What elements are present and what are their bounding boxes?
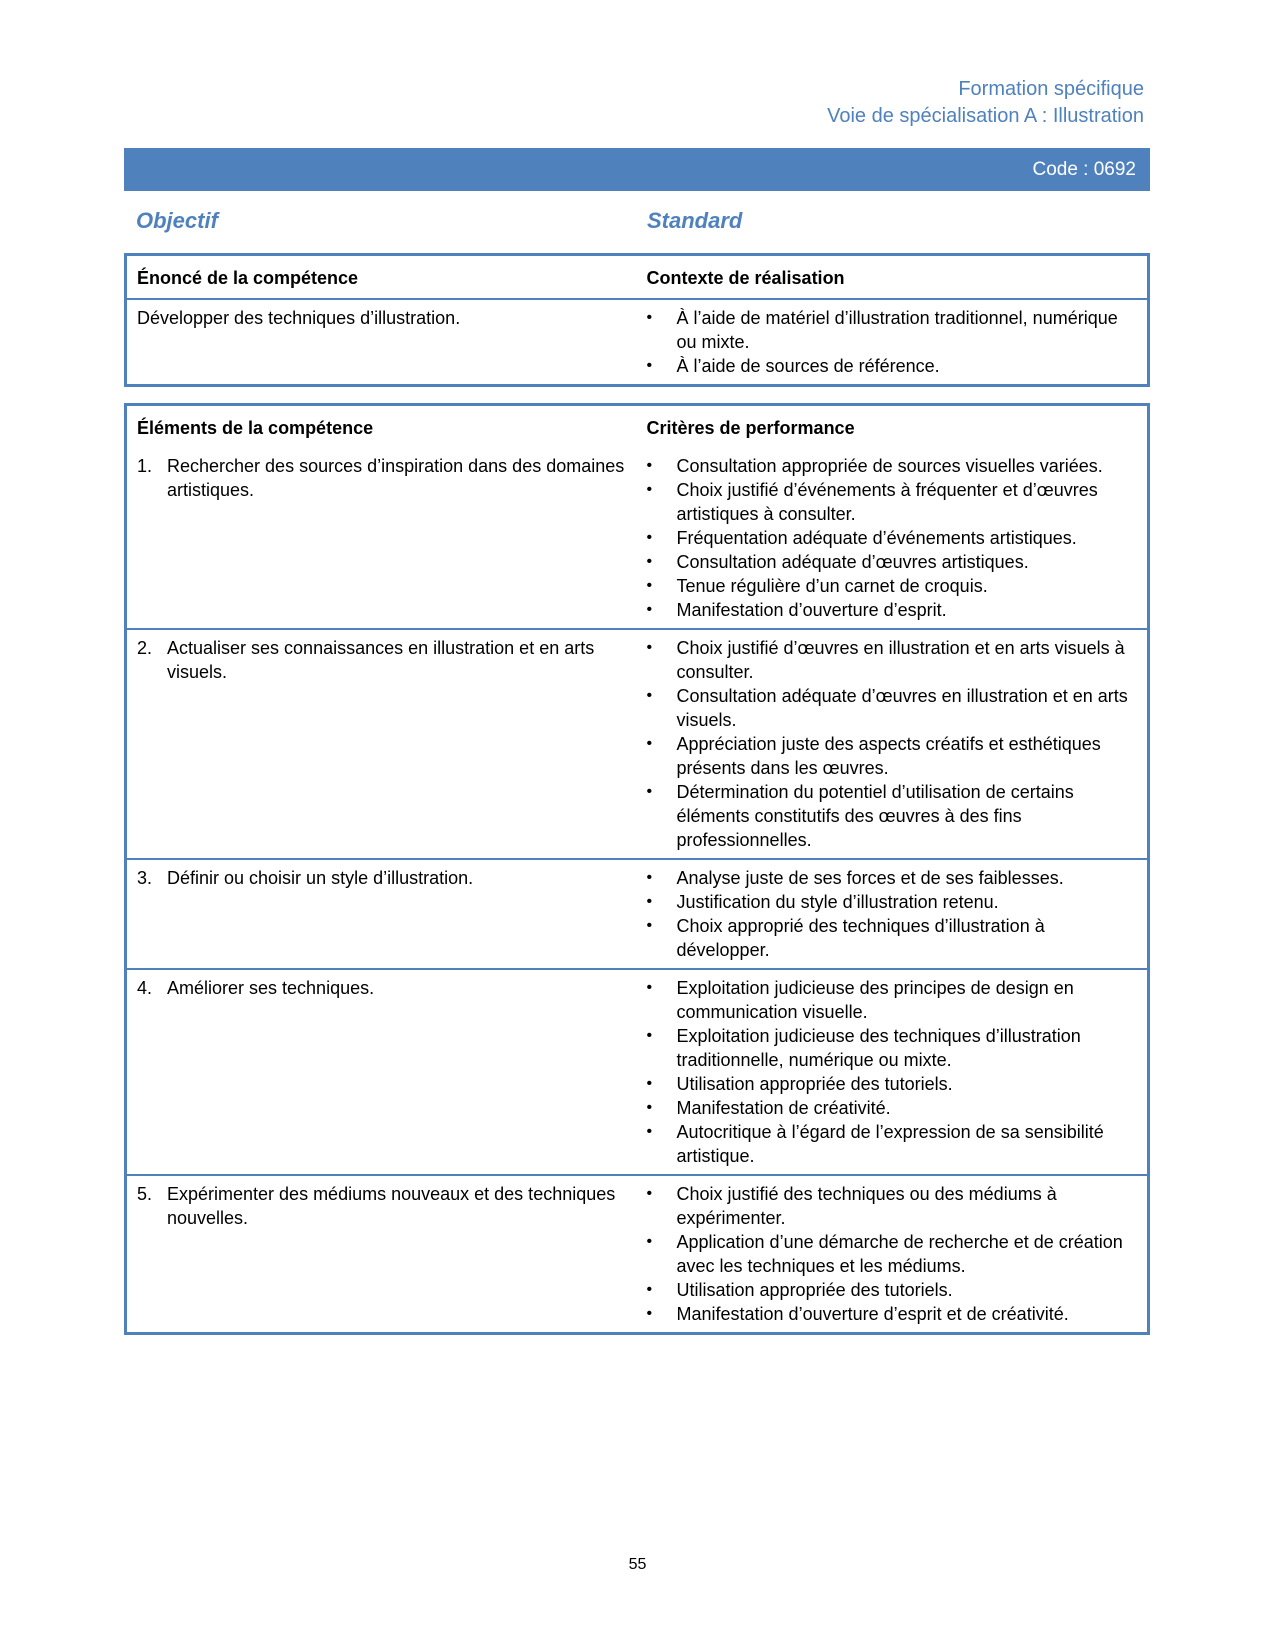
- criteria-header: Critères de performance: [646, 418, 855, 438]
- competence-statement-header: Énoncé de la compétence: [137, 268, 359, 288]
- page-number: 55: [628, 1556, 647, 1573]
- criterion-item: [647, 890, 1138, 914]
- criterion-item: [647, 1302, 1138, 1326]
- criterion-text: Consultation appropriée de sources visuelles variées.: [676, 456, 1103, 476]
- competence-row: [126, 299, 1149, 386]
- criterion-item: [647, 976, 1138, 1024]
- criterion-text: Choix justifié d’œuvres en illustration et en arts visuels à consulter.: [676, 638, 1125, 682]
- criterion-text: Exploitation judicieuse des techniques d’illustration traditionnelle, numérique ou mixte.: [676, 1026, 1081, 1070]
- context-cell: [637, 299, 1149, 386]
- bullet: •: [646, 1233, 653, 1250]
- element-number: 5.: [137, 1184, 153, 1204]
- criteria-list: [647, 866, 1138, 962]
- criteria-cell: [637, 969, 1149, 1175]
- competence-table: [124, 253, 1150, 387]
- criterion-text: Choix approprié des techniques d’illustration à développer.: [676, 916, 1045, 960]
- element-cell: [126, 969, 637, 1175]
- bullet: •: [646, 529, 653, 546]
- element-text: Expérimenter des médiums nouveaux et des techniques nouvelles.: [167, 1184, 616, 1228]
- element-row: [126, 629, 1149, 859]
- criterion-text: Analyse juste de ses forces et de ses faiblesses.: [676, 868, 1064, 888]
- bullet: •: [646, 553, 653, 570]
- competence-header-row: [126, 255, 1149, 300]
- criterion-text: Fréquentation adéquate d’événements artistiques.: [676, 528, 1077, 548]
- criteria-cell: [637, 629, 1149, 859]
- element-number: 3.: [137, 868, 153, 888]
- competence-statement: Développer des techniques d’illustration.: [126, 299, 637, 386]
- bullet: •: [646, 357, 653, 374]
- criteria-list: [647, 636, 1138, 852]
- criterion-text: Consultation adéquate d’œuvres artistiques.: [676, 552, 1029, 572]
- element-cell: [126, 859, 637, 969]
- criterion-item: [647, 1072, 1138, 1096]
- bullet: •: [646, 1075, 653, 1092]
- criterion-text: Autocritique à l’égard de l’expression de sa sensibilité artistique.: [676, 1122, 1104, 1166]
- bullet: •: [646, 1281, 653, 1298]
- competency-code: Code : 0692: [1032, 159, 1136, 180]
- standard-heading: Standard: [647, 208, 743, 233]
- criterion-item: [647, 780, 1138, 852]
- criterion-item: [647, 574, 1138, 598]
- criterion-item: [647, 684, 1138, 732]
- element-text: Actualiser ses connaissances en illustration et en arts visuels.: [167, 638, 595, 682]
- context-item: • À l’aide de sources de référence.: [646, 356, 940, 376]
- bullet: •: [646, 735, 653, 752]
- context-list: [647, 306, 1138, 378]
- criterion-text: Justification du style d’illustration retenu.: [676, 892, 999, 912]
- element-cell: [126, 629, 637, 859]
- bullet: •: [646, 687, 653, 704]
- element-cell: [126, 448, 637, 629]
- criterion-item: [647, 526, 1138, 550]
- elements-table: [124, 403, 1150, 1335]
- element-number: 1.: [137, 456, 153, 476]
- criteria-list: [647, 1182, 1138, 1326]
- element-row: [126, 1175, 1149, 1334]
- element-item: [137, 454, 627, 502]
- section-headings: [124, 206, 1150, 236]
- bullet: •: [646, 1185, 653, 1202]
- elements-header-row: [126, 405, 1149, 449]
- element-item: [137, 1182, 627, 1230]
- criterion-text: Manifestation d’ouverture d’esprit et de créativité.: [676, 1304, 1069, 1324]
- element-text: Définir ou choisir un style d’illustration.: [167, 868, 474, 888]
- criterion-item: [647, 1024, 1138, 1072]
- document-header: [827, 76, 1144, 130]
- bullet: •: [646, 309, 653, 326]
- criteria-cell: [637, 859, 1149, 969]
- criterion-text: Appréciation juste des aspects créatifs et esthétiques présents dans les œuvres.: [676, 734, 1101, 778]
- bullet: •: [646, 577, 653, 594]
- criterion-text: Choix justifié d’événements à fréquenter et d’œuvres artistiques à consulter.: [676, 480, 1098, 524]
- criterion-text: Manifestation de créativité.: [676, 1098, 891, 1118]
- element-item: [137, 866, 627, 890]
- criterion-text: Choix justifié des techniques ou des médiums à expérimenter.: [676, 1184, 1057, 1228]
- criterion-text: Utilisation appropriée des tutoriels.: [676, 1074, 953, 1094]
- objective-heading: Objectif: [136, 208, 218, 233]
- bullet: •: [646, 1099, 653, 1116]
- code-band: [124, 148, 1150, 191]
- element-number: 4.: [137, 978, 153, 998]
- bullet: •: [646, 639, 653, 656]
- criterion-item: [647, 914, 1138, 962]
- criterion-item: [647, 1096, 1138, 1120]
- bullet: •: [646, 1305, 653, 1322]
- element-text: Rechercher des sources d’inspiration dans des domaines artistiques.: [167, 456, 625, 500]
- criterion-text: Manifestation d’ouverture d’esprit.: [676, 600, 947, 620]
- criterion-item: [647, 454, 1138, 478]
- criterion-item: [647, 732, 1138, 780]
- bullet: •: [646, 457, 653, 474]
- criterion-item: [647, 866, 1138, 890]
- element-number: 2.: [137, 638, 153, 658]
- element-row: [126, 448, 1149, 629]
- element-row: [126, 859, 1149, 969]
- bullet: •: [646, 979, 653, 996]
- bullet: •: [646, 1027, 653, 1044]
- criterion-text: Tenue régulière d’un carnet de croquis.: [676, 576, 988, 596]
- criterion-text: Détermination du potentiel d’utilisation de certains éléments constitutifs des œuvres à des fins professionnelles.: [676, 782, 1074, 850]
- criterion-text: Exploitation judicieuse des principes de design en communication visuelle.: [676, 978, 1074, 1022]
- bullet: •: [646, 869, 653, 886]
- criteria-cell: [637, 1175, 1149, 1334]
- bullet: •: [646, 1123, 653, 1140]
- criterion-item: [647, 1278, 1138, 1302]
- bullet: •: [646, 601, 653, 618]
- criterion-text: Application d’une démarche de recherche et de création avec les techniques et les médiums.: [676, 1232, 1123, 1276]
- element-row: [126, 969, 1149, 1175]
- criterion-item: [647, 598, 1138, 622]
- elements-header: Éléments de la compétence: [137, 418, 374, 438]
- header-specialization: Voie de spécialisation A : Illustration: [827, 105, 1144, 127]
- element-cell: [126, 1175, 637, 1334]
- bullet: •: [646, 481, 653, 498]
- header-program: Formation spécifique: [958, 78, 1144, 100]
- criterion-item: [647, 1120, 1138, 1168]
- criteria-cell: [637, 448, 1149, 629]
- criterion-item: [647, 1230, 1138, 1278]
- element-item: [137, 976, 627, 1000]
- criteria-list: [647, 976, 1138, 1168]
- criterion-item: [647, 478, 1138, 526]
- context-item: • À l’aide de matériel d’illustration traditionnel, numérique ou mixte.: [646, 308, 1118, 352]
- criterion-item: [647, 1182, 1138, 1230]
- bullet: •: [646, 917, 653, 934]
- context-header: Contexte de réalisation: [646, 268, 845, 288]
- criterion-item: [647, 550, 1138, 574]
- criterion-text: Utilisation appropriée des tutoriels.: [676, 1280, 953, 1300]
- bullet: •: [646, 893, 653, 910]
- criterion-item: [647, 636, 1138, 684]
- criterion-text: Consultation adéquate d’œuvres en illustration et en arts visuels.: [676, 686, 1128, 730]
- element-item: [137, 636, 627, 684]
- bullet: •: [646, 783, 653, 800]
- element-text: Améliorer ses techniques.: [167, 978, 375, 998]
- criteria-list: [647, 454, 1138, 622]
